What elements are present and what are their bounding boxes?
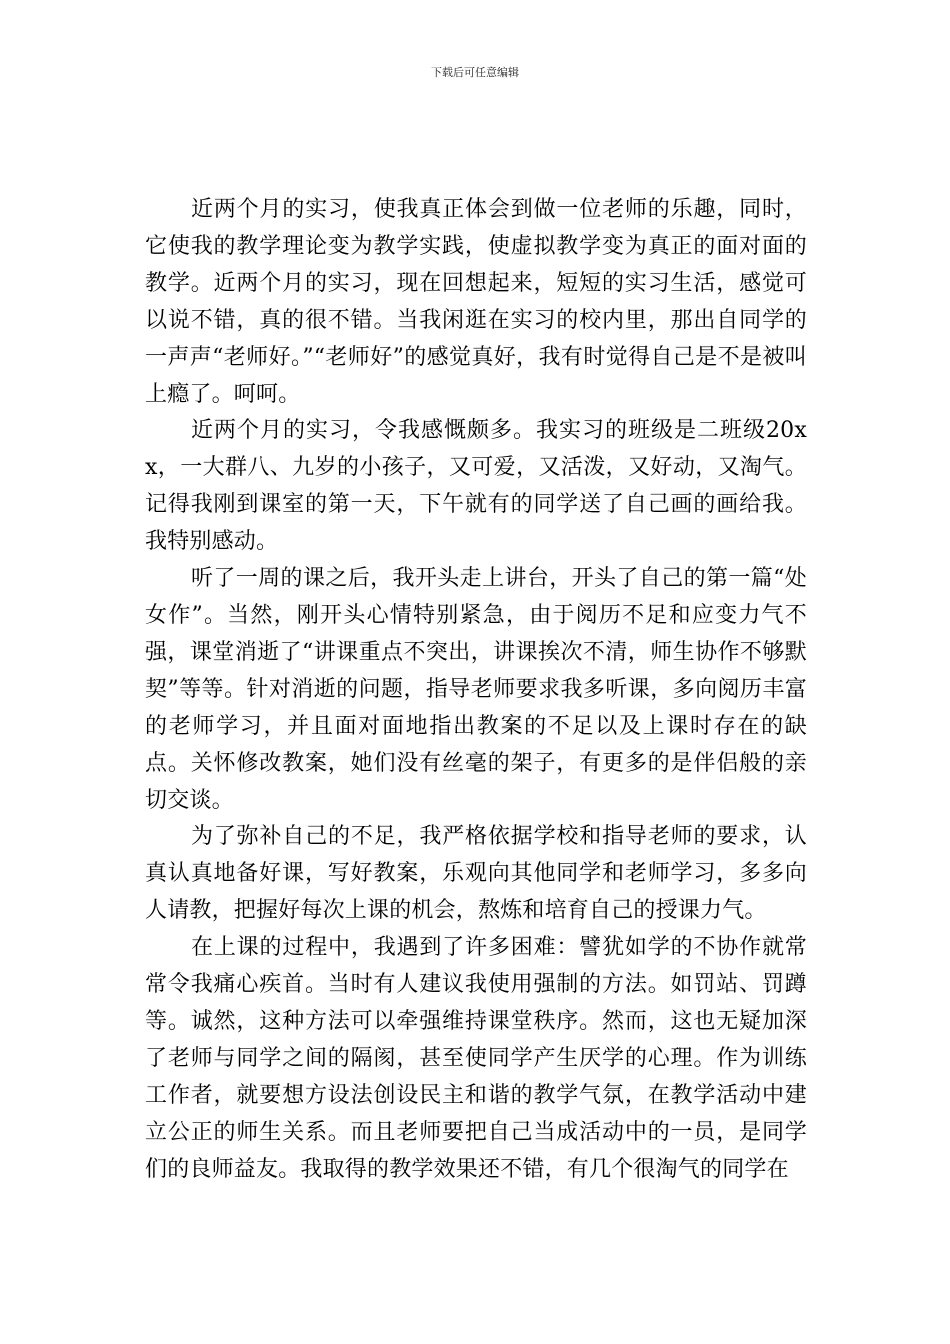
- paragraph-4: 为了弥补自己的不足，我严格依据学校和指导老师的要求，认真认真地备好课，写好教案，乐观向其他同学和老师学习，多多向人请教，把握好每次上课的机会，熬炼和培育自己的授课力气。: [145, 824, 807, 924]
- paragraph-1: 近两个月的实习，使我真正体会到做一位老师的乐趣，同时，它使我的教学理论变为教学实践，使虚拟教学变为真正的面对面的教学。近两个月的实习，现在回想起来，短短的实习生活，感觉可以说不错，真的很不错。当我闲逛在实习的校内里，那出自同学的一声声“老师好。”“老师好”的感觉真好，我有时觉得自己是不是被叫上瘾了。呵呵。: [145, 197, 807, 407]
- paragraph-2: 近两个月的实习，令我感慨颇多。我实习的班级是二班级20xx，一大群八、九岁的小孩子，又可爱，又活泼，又好动，又淘气。记得我刚到课室的第一天，下午就有的同学送了自己画的画给我。我特别感动。: [145, 418, 807, 555]
- document-body: [145, 192, 807, 1188]
- paragraph-3: 听了一周的课之后，我开头走上讲台，开头了自己的第一篇“处女作”。当然，刚开头心情特别紧急，由于阅历不足和应变力气不强，课堂消逝了“讲课重点不突出，讲课挨次不清，师生协作不够默契”等等。针对消逝的问题，指导老师要求我多听课，多向阅历丰富的老师学习，并且面对面地指出教案的不足以及上课时存在的缺点。关怀修改教案，她们没有丝毫的架子，有更多的是伴侣般的亲切交谈。: [145, 566, 807, 813]
- page-header: 下载后可任意编辑: [431, 66, 519, 79]
- paragraph-5: 在上课的过程中，我遇到了许多困难：譬犹如学的不协作就常常令我痛心疾首。当时有人建议我使用强制的方法。如罚站、罚蹲等。诚然，这种方法可以牵强维持课堂秩序。然而，这也无疑加深了老师与同学之间的隔阂，甚至使同学产生厌学的心理。作为训练工作者，就要想方设法创设民主和谐的教学气氛，在教学活动中建立公正的师生关系。而且老师要把自己当成活动中的一员，是同学们的良师益友。我取得的教学效果还不错，有几个很淘气的同学在: [145, 935, 807, 1182]
